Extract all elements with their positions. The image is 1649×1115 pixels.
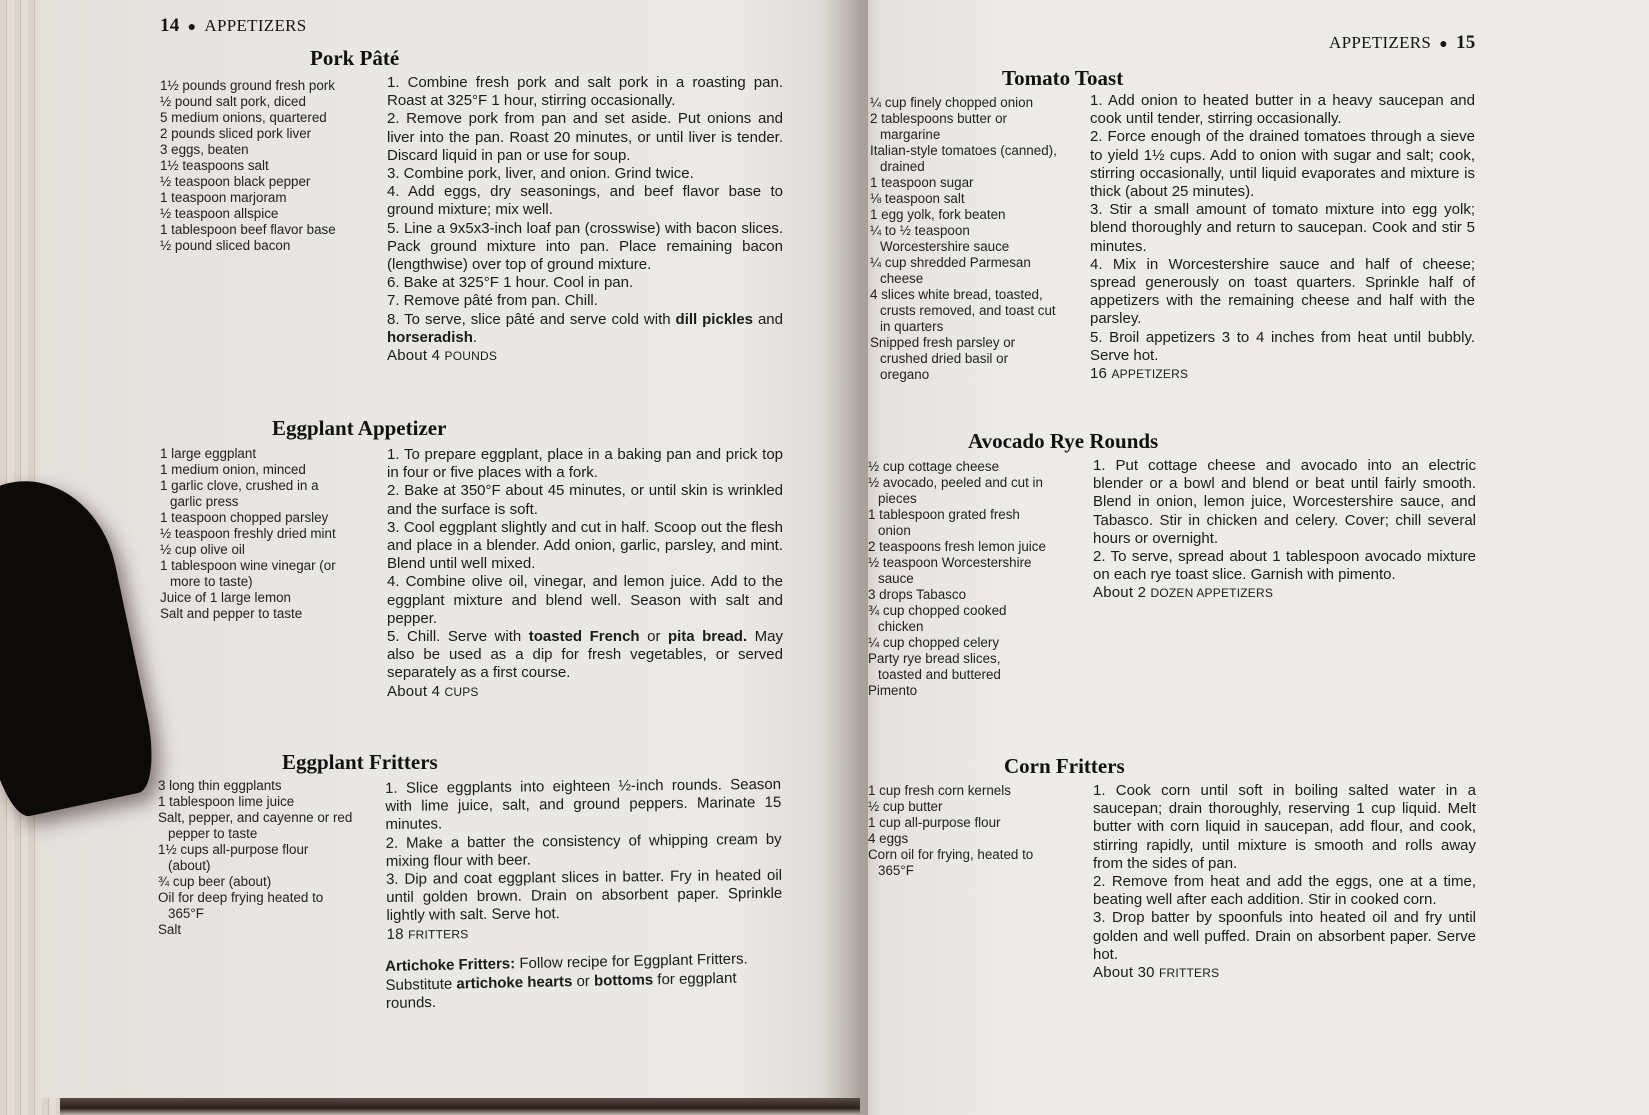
book-bottom-edge: [60, 1098, 860, 1115]
step: 3. Cool eggplant slightly and cut in half. Scoop out the flesh and place in a blender. Add onion, garlic, parsley, and mint. Blend until well mixed.: [387, 518, 783, 573]
yield-unit: DOZEN APPETIZERS: [1150, 586, 1274, 601]
ingredient: 1½ cups all-purpose flour (about): [158, 842, 309, 873]
step-text: 5. Chill. Serve with: [387, 628, 529, 646]
ingredients-eggplant-appetizer: [160, 446, 350, 622]
variation-text: for eggplant rounds.: [385, 969, 737, 1012]
ingredient: Party rye bread slices, toasted and buttered: [868, 651, 1001, 682]
variation-text: Follow recipe for Eggplant Fritters. Substitute: [385, 950, 748, 994]
ingredient: ½ teaspoon freshly dried mint: [160, 526, 336, 541]
yield-unit: CUPS: [444, 684, 479, 699]
ingredient: ¼ to ½ teaspoon Worcestershire sauce: [870, 223, 1010, 254]
ingredient: 1 teaspoon chopped parsley: [160, 510, 329, 525]
ingredient: 4 eggs: [868, 831, 909, 846]
ingredient: ½ cup olive oil: [160, 542, 245, 557]
bold-ingredient: bottoms: [593, 970, 654, 990]
ingredient: Salt: [158, 922, 182, 937]
book-gutter: [820, 0, 868, 1115]
ingredient: 1 tablespoon grated fresh onion: [868, 507, 1020, 538]
step: 4. Combine olive oil, vinegar, and lemon juice. Add to the eggplant mixture and blend well. Season with salt and pepper.: [387, 573, 783, 627]
yield-unit: FRITTERS: [408, 926, 469, 942]
steps-avocado-rye-rounds: [1093, 457, 1476, 603]
ingredient: 1 tablespoon wine vinegar (or more to taste): [160, 558, 336, 589]
step-text: or: [639, 628, 668, 646]
ingredient: ¼ cup shredded Parmesan cheese: [870, 255, 1031, 286]
step: 2. Make a batter the consistency of whipping cream by mixing flour with beer.: [385, 830, 782, 870]
steps-pork-pate: [387, 74, 783, 365]
ingredient: Corn oil for frying, heated to 365°F: [868, 847, 1034, 878]
recipe-title-pork-pate: Pork Pâté: [310, 46, 400, 70]
ingredient: 2 teaspoons fresh lemon juice: [868, 539, 1046, 554]
step: 7. Remove pâté from pan. Chill.: [387, 292, 598, 310]
ingredient: ½ cup cottage cheese: [868, 459, 1000, 474]
ingredient: ¼ cup chopped celery: [868, 635, 1000, 650]
ingredient: 1½ pounds ground fresh pork: [160, 78, 335, 93]
bold-ingredient: horseradish: [387, 328, 473, 346]
recipe-yield: [387, 683, 783, 701]
step: 5. Broil appetizers 3 to 4 inches from heat until bubbly. Serve hot.: [1090, 328, 1475, 364]
yield-amount: About 4: [387, 347, 441, 365]
ingredients-tomato-toast: [870, 95, 1060, 383]
step: [387, 311, 783, 347]
left-running-head: [160, 15, 307, 37]
section-name: APPETIZERS: [204, 16, 307, 35]
ingredient: ½ teaspoon allspice: [160, 206, 279, 221]
ingredient: 1 teaspoon sugar: [870, 175, 974, 190]
ingredient: 1 medium onion, minced: [160, 462, 306, 477]
ingredient: Salt, pepper, and cayenne or red pepper to taste: [158, 810, 353, 841]
step: 2. Remove from heat and add the eggs, one at a time, beating well after each addition. Stir in cooked corn.: [1093, 873, 1476, 909]
recipe-yield: [387, 347, 783, 365]
ingredient: 2 pounds sliced pork liver: [160, 126, 312, 141]
page-number: 15: [1455, 32, 1476, 53]
step: 1. Cook corn until soft in boiling salted water in a saucepan; drain thoroughly, reserving 1 cup liquid. Melt butter with corn liquid in saucepan, add flour, and cook, stirring rapidly, until mixture is smooth and rolls away from the sides of pan.: [1093, 782, 1476, 872]
step-text: 8. To serve, slice pâté and serve cold with: [387, 310, 676, 328]
step-text: and: [753, 310, 783, 328]
step: 2. To serve, spread about 1 tablespoon avocado mixture on each rye toast slice. Garnish with pimento.: [1093, 548, 1476, 584]
section-name: APPETIZERS: [1329, 33, 1432, 52]
step: 3. Combine pork, liver, and onion. Grind twice.: [387, 165, 694, 183]
recipe-title-eggplant-fritters: Eggplant Fritters: [282, 750, 438, 774]
yield-unit: APPETIZERS: [1111, 367, 1189, 382]
yield-amount: About 30: [1093, 964, 1155, 982]
bold-ingredient: artichoke hearts: [456, 972, 573, 993]
step: 5. Line a 9x5x3-inch loaf pan (crosswise) with bacon slices. Pack ground mixture into pan. Place remaining bacon (lengthwise) over top of ground mixture.: [387, 219, 783, 274]
step-text: .: [472, 328, 478, 346]
recipe-title-corn-fritters: Corn Fritters: [1004, 754, 1125, 778]
yield-unit: FRITTERS: [1159, 966, 1220, 981]
ingredient: ½ teaspoon Worcestershire sauce: [868, 555, 1032, 586]
ingredient: 1 garlic clove, crushed in a garlic press: [160, 478, 319, 509]
ingredient: ¾ cup beer (about): [158, 874, 272, 889]
yield-amount: About 4: [387, 682, 441, 700]
bullet-icon: ●: [1439, 37, 1448, 52]
ingredient: 1 teaspoon marjoram: [160, 190, 287, 205]
ingredient: 1 cup fresh corn kernels: [868, 783, 1011, 798]
ingredient: ½ teaspoon black pepper: [160, 174, 311, 189]
ingredient: 1½ teaspoons salt: [160, 158, 269, 173]
variation-artichoke-fritters: [385, 950, 786, 1014]
step: 1. Slice eggplants into eighteen ½-inch rounds. Season with lime juice, salt, and ground peppers. Marinate 15 minutes.: [385, 775, 782, 834]
step: 6. Bake at 325°F 1 hour. Cool in pan.: [387, 274, 634, 292]
ingredient: Pimento: [868, 683, 918, 698]
steps-eggplant-fritters: [385, 776, 783, 944]
recipe-yield: [1090, 365, 1475, 383]
ingredients-avocado-rye-rounds: [868, 459, 1048, 699]
ingredient: ¼ cup finely chopped onion: [870, 95, 1034, 110]
step: 3. Stir a small amount of tomato mixture into egg yolk; blend thoroughly and return to saucepan. Cook and stir 5 minutes.: [1090, 201, 1475, 255]
ingredient: Snipped fresh parsley or crushed dried basil or oregano: [870, 335, 1016, 382]
step: 2. Force enough of the drained tomatoes through a sieve to yield 1½ cups. Add to onion with sugar and salt; cook, stirring occasionally, until liquid evaporates and mixture is thick (about 25 minutes).: [1090, 128, 1475, 201]
recipe-title-avocado-rye-rounds: Avocado Rye Rounds: [968, 429, 1159, 453]
ingredient: Oil for deep frying heated to 365°F: [158, 890, 324, 921]
ingredient: 1 egg yolk, fork beaten: [870, 207, 1006, 222]
steps-tomato-toast: [1090, 92, 1475, 383]
ingredient: Italian-style tomatoes (canned), drained: [870, 143, 1057, 174]
right-running-head: [1329, 32, 1476, 54]
step: 1. Combine fresh pork and salt pork in a roasting pan. Roast at 325°F 1 hour, stirring occasionally.: [387, 74, 783, 110]
ingredient: ½ cup butter: [868, 799, 943, 814]
step: 1. Add onion to heated butter in a heavy saucepan and cook until tender, stirring occasionally.: [1090, 92, 1475, 128]
recipe-yield: [1093, 964, 1476, 982]
step: 2. Bake at 350°F about 45 minutes, or until skin is wrinkled and the surface is soft.: [387, 482, 783, 518]
ingredient: ⅛ teaspoon salt: [870, 191, 965, 206]
ingredient: 3 eggs, beaten: [160, 142, 249, 157]
step: 1. Put cottage cheese and avocado into an electric blender or a bowl and blend or beat until fairly smooth. Blend in onion, lemon juice, Worcestershire sauce, and Tabasco. Stir in chicken and celery. Cover; chill several hours or overnight.: [1093, 457, 1476, 547]
yield-amount: 16: [1090, 365, 1108, 383]
ingredient: 5 medium onions, quartered: [160, 110, 327, 125]
yield-amount: 18: [386, 925, 404, 943]
step: 4. Add eggs, dry seasonings, and beef flavor base to ground mixture; mix well.: [387, 183, 783, 219]
variation-title: Artichoke Fritters:: [385, 955, 516, 975]
step: 4. Mix in Worcestershire sauce and half of cheese; spread generously on toast quarters. Sprinkle half of appetizers with the remaining cheese and half with the parsley.: [1090, 255, 1475, 328]
ingredient: 2 tablespoons butter or margarine: [870, 111, 1007, 142]
bold-ingredient: toasted French: [528, 628, 640, 646]
ingredient: ½ pound sliced bacon: [160, 238, 291, 253]
recipe-title-eggplant-appetizer: Eggplant Appetizer: [272, 416, 447, 440]
step: [387, 628, 783, 683]
variation-text: or: [572, 972, 595, 990]
page-number: 14: [160, 15, 180, 36]
recipe-yield: [1093, 584, 1476, 602]
ingredient: 3 long thin eggplants: [158, 778, 282, 793]
step: 1. To prepare eggplant, place in a baking pan and prick top in four or five places with a fork.: [387, 446, 783, 482]
ingredient: 1 large eggplant: [160, 446, 257, 461]
bullet-icon: ●: [187, 20, 197, 35]
ingredients-eggplant-fritters: [158, 778, 353, 938]
ingredient: 1 tablespoon beef flavor base: [160, 222, 336, 237]
yield-amount: About 2: [1093, 584, 1147, 602]
step: 2. Remove pork from pan and set aside. Put onions and liver into the pan. Roast 20 minutes, or until liver is tender. Discard liquid in pan or use for soup.: [387, 110, 783, 164]
ingredient: 4 slices white bread, toasted, crusts removed, and toast cut in quarters: [870, 287, 1056, 334]
ingredient: ½ avocado, peeled and cut in pieces: [868, 475, 1043, 506]
step: 3. Dip and coat eggplant slices in batter. Fry in heated oil until golden brown. Drain on absorbent paper. Sprinkle lightly with salt. Serve hot.: [385, 866, 783, 925]
steps-corn-fritters: [1093, 782, 1476, 982]
bold-ingredient: dill pickles: [675, 310, 754, 328]
ingredient: Juice of 1 large lemon: [160, 590, 292, 605]
ingredients-corn-fritters: [868, 783, 1058, 879]
ingredient: ¾ cup chopped cooked chicken: [868, 603, 1007, 634]
ingredients-pork-pate: [160, 78, 360, 254]
step: 3. Drop batter by spoonfuls into heated oil and fry until golden and well puffed. Drain on absorbent paper. Serve hot.: [1093, 909, 1476, 963]
ingredient: ½ pound salt pork, diced: [160, 94, 306, 109]
step-text: May also be used as a dip for fresh vegetables, or served separately as a first course.: [387, 628, 783, 682]
yield-unit: POUNDS: [444, 349, 498, 364]
steps-eggplant-appetizer: [387, 446, 783, 701]
bold-ingredient: pita bread.: [667, 628, 748, 646]
ingredient: Salt and pepper to taste: [160, 606, 303, 621]
ingredient: 3 drops Tabasco: [868, 587, 967, 602]
ingredient: 1 cup all-purpose flour: [868, 815, 1001, 830]
recipe-title-tomato-toast: Tomato Toast: [1002, 66, 1124, 90]
ingredient: 1 tablespoon lime juice: [158, 794, 295, 809]
